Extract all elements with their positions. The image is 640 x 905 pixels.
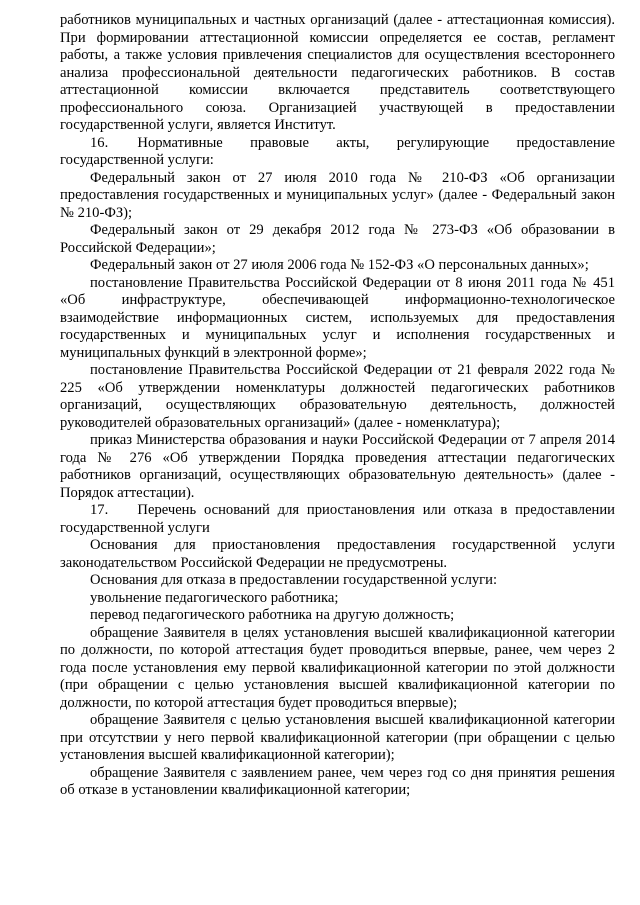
resolution-451: постановление Правительства Российской Федерации от 8 июня 2011 года № 451 «Об инфраструктуре, обеспечивающей информационно-технологическое взаимодействие информационных систем, используемых для предоставления государственных и муниципальных услуг и исполнения государственных и муниципальных функций в электронной форме»; <box>60 274 615 361</box>
law-273-fz: Федеральный закон от 29 декабря 2012 года № 273-ФЗ «Об образовании в Российской Федерации»; <box>60 222 615 256</box>
refusal-grounds-heading: Основания для отказа в предоставлении государственной услуги: <box>90 572 497 588</box>
law-152-fz: Федеральный закон от 27 июля 2006 года № 152-ФЗ «О персональных данных»; <box>90 257 589 273</box>
resolution-225: постановление Правительства Российской Федерации от 21 февраля 2022 года № 225 «Об утверждении номенклатуры должностей педагогических работников организаций, осуществляющих образовательную деятельность, должностей руководителей образовательных организаций» (далее - номенклатура); <box>60 362 615 431</box>
suspension-grounds: Основания для приостановления предоставления государственной услуги законодательством Российской Федерации не предусмотрены. <box>60 537 615 571</box>
section-17-heading: 17. Перечень оснований для приостановления или отказа в предоставлении государственной услуги <box>60 502 615 536</box>
refusal-item-no-first-category: обращение Заявителя с целью установления высшей квалификационной категории при отсутствии у него первой квалификационной категории (при обращении с целью установления высшей квалификационной категории); <box>60 712 615 763</box>
refusal-item-transfer: перевод педагогического работника на другую должность; <box>90 607 455 623</box>
document-page <box>60 12 615 800</box>
section-16-heading: 16. Нормативные правовые акты, регулирующие предоставление государственной услуги: <box>60 134 615 168</box>
paragraph-commission: работников муниципальных и частных организаций (далее - аттестационная комиссия). При формировании аттестационной комиссии определяется ее состав, регламент работы, а также условия привлечения специалистов для осуществления всестороннего анализа профессиональной деятельности педагогических работников. В состав аттестационной комиссии включается представитель соответствующего профессионального союза. Организацией участвующей в предоставлении государственной услуги, является Институт. <box>60 12 615 133</box>
refusal-item-dismissal: увольнение педагогического работника; <box>90 589 339 606</box>
law-210-fz: Федеральный закон от 27 июля 2010 года № 210-ФЗ «Об организации предоставления государственных и муниципальных услуг» (далее - Федеральный закон № 210-ФЗ); <box>60 169 615 221</box>
order-276: приказ Министерства образования и науки Российской Федерации от 7 апреля 2014 года № 276 «Об утверждении Порядка проведения аттестации педагогических работников организаций, осуществляющих образовательную деятельность» (далее - Порядок аттестации). <box>60 432 615 501</box>
refusal-item-early-higher-category: обращение Заявителя в целях установления высшей квалификационной категории по должности, по которой аттестация будет проводиться впервые, ранее, чем через 2 года после установления ему первой квалификационной категории по этой должности (при обращении с целью установления высшей квалификационной категории по должности, по которой аттестация будет проводиться впервые); <box>60 624 615 711</box>
refusal-item-reapplication: обращение Заявителя с заявлением ранее, чем через год со дня принятия решения об отказе в установлении квалификационной категории; <box>60 764 615 798</box>
